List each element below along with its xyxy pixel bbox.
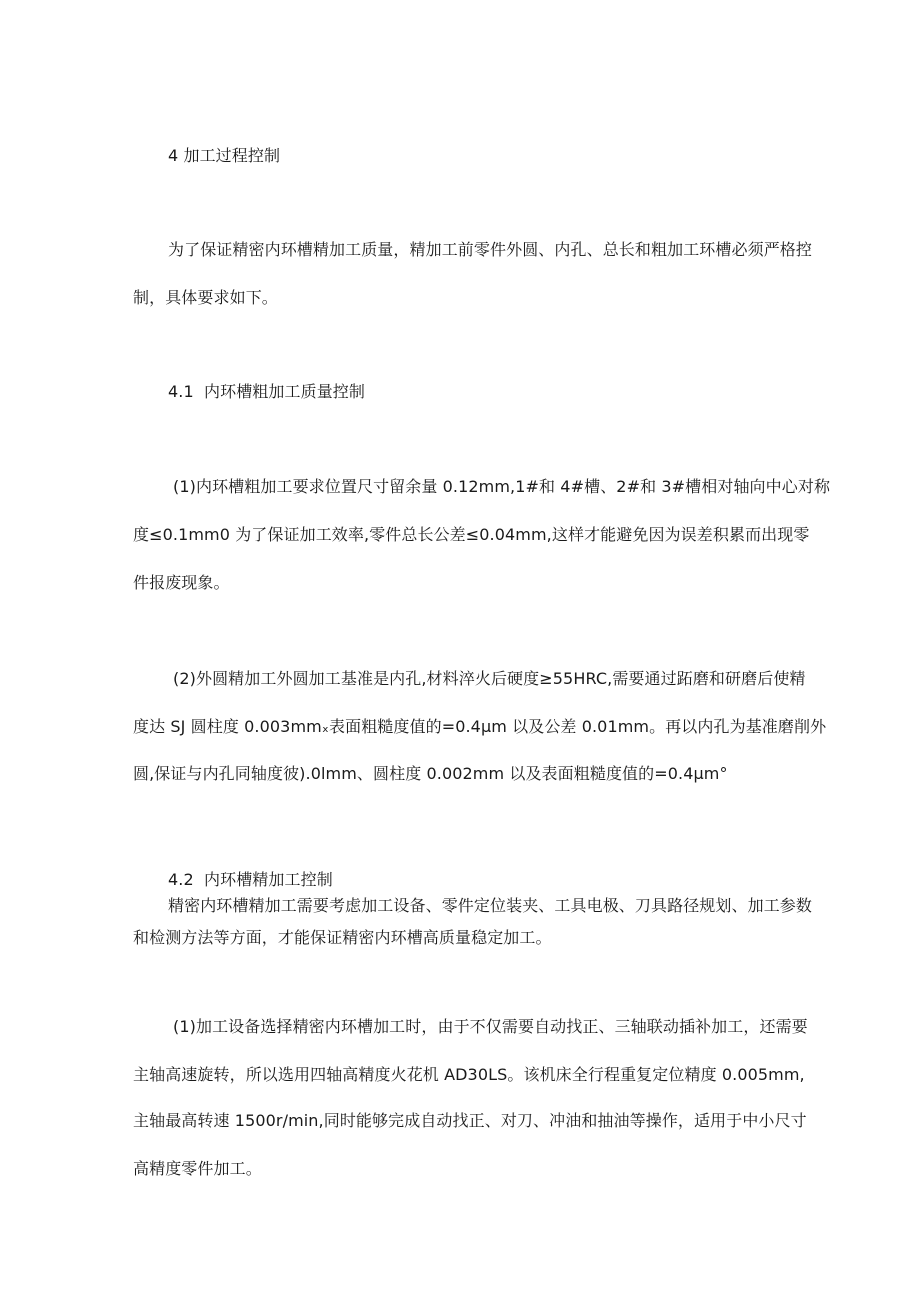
section-4-2-intro-line-2: 和检测方法等方面，才能保证精密内环槽高质量稳定加工。 — [133, 928, 552, 947]
section-number: 4.2 — [168, 870, 194, 889]
section-4-2-para-1-line-3: 主轴最高转速 1500r/min,同时能够完成自动找正、对刀、冲油和抽油等操作，适用于中小尺寸 — [133, 1111, 807, 1130]
section-4-heading: 4 加工过程控制 — [168, 146, 281, 165]
section-4-2-para-1-line-1: (1)加工设备选择精密内环槽加工时，由于不仅需要自动找正、三轴联动插补加工，还需要 — [173, 1017, 808, 1036]
section-4-1-para-1-line-2: 度≤0.1mm0 为了保证加工效率,零件总长公差≤0.04mm,这样才能避免因为误差积累而出现零 — [133, 525, 810, 544]
section-4-2-para-1-line-4: 高精度零件加工。 — [133, 1159, 262, 1178]
section-4-1-para-2-line-1: (2)外圆精加工外圆加工基准是内孔,材料淬火后硬度≥55HRC,需要通过跖磨和研磨后使精 — [173, 669, 806, 688]
section-4-intro-line-2: 制，具体要求如下。 — [133, 288, 278, 307]
section-4-2-heading — [168, 870, 333, 890]
section-4-1-para-2-line-3: 圆,保证与内孔同轴度彼).0lmm、圆柱度 0.002mm 以及表面粗糙度值的=0.4μm° — [133, 764, 728, 783]
section-4-2-intro-line-1: 精密内环槽精加工需要考虑加工设备、零件定位装夹、工具电极、刀具路径规划、加工参数 — [168, 896, 813, 915]
section-4-1-para-2-line-2: 度达 SJ 圆柱度 0.003mmₓ表面粗糙度值的=0.4μm 以及公差 0.01mm。再以内孔为基准磨削外 — [133, 717, 827, 736]
section-4-1-para-1-line-3: 件报废现象。 — [133, 573, 230, 592]
section-4-1-para-1-line-1: (1)内环槽粗加工要求位置尺寸留余量 0.12mm,1#和 4#槽、2#和 3#槽相对轴向中心对称 — [173, 477, 831, 496]
section-number: 4.1 — [168, 382, 194, 401]
section-4-2-para-1-line-2: 主轴高速旋转，所以选用四轴高精度火花机 AD30LS。该机床全行程重复定位精度 0.005mm, — [133, 1065, 805, 1084]
section-title: 内环槽精加工控制 — [204, 870, 333, 889]
section-title: 内环槽粗加工质量控制 — [204, 382, 366, 401]
section-4-intro-line-1: 为了保证精密内环槽精加工质量，精加工前零件外圆、内孔、总长和粗加工环槽必须严格控 — [168, 240, 813, 259]
section-4-1-heading — [168, 382, 365, 402]
